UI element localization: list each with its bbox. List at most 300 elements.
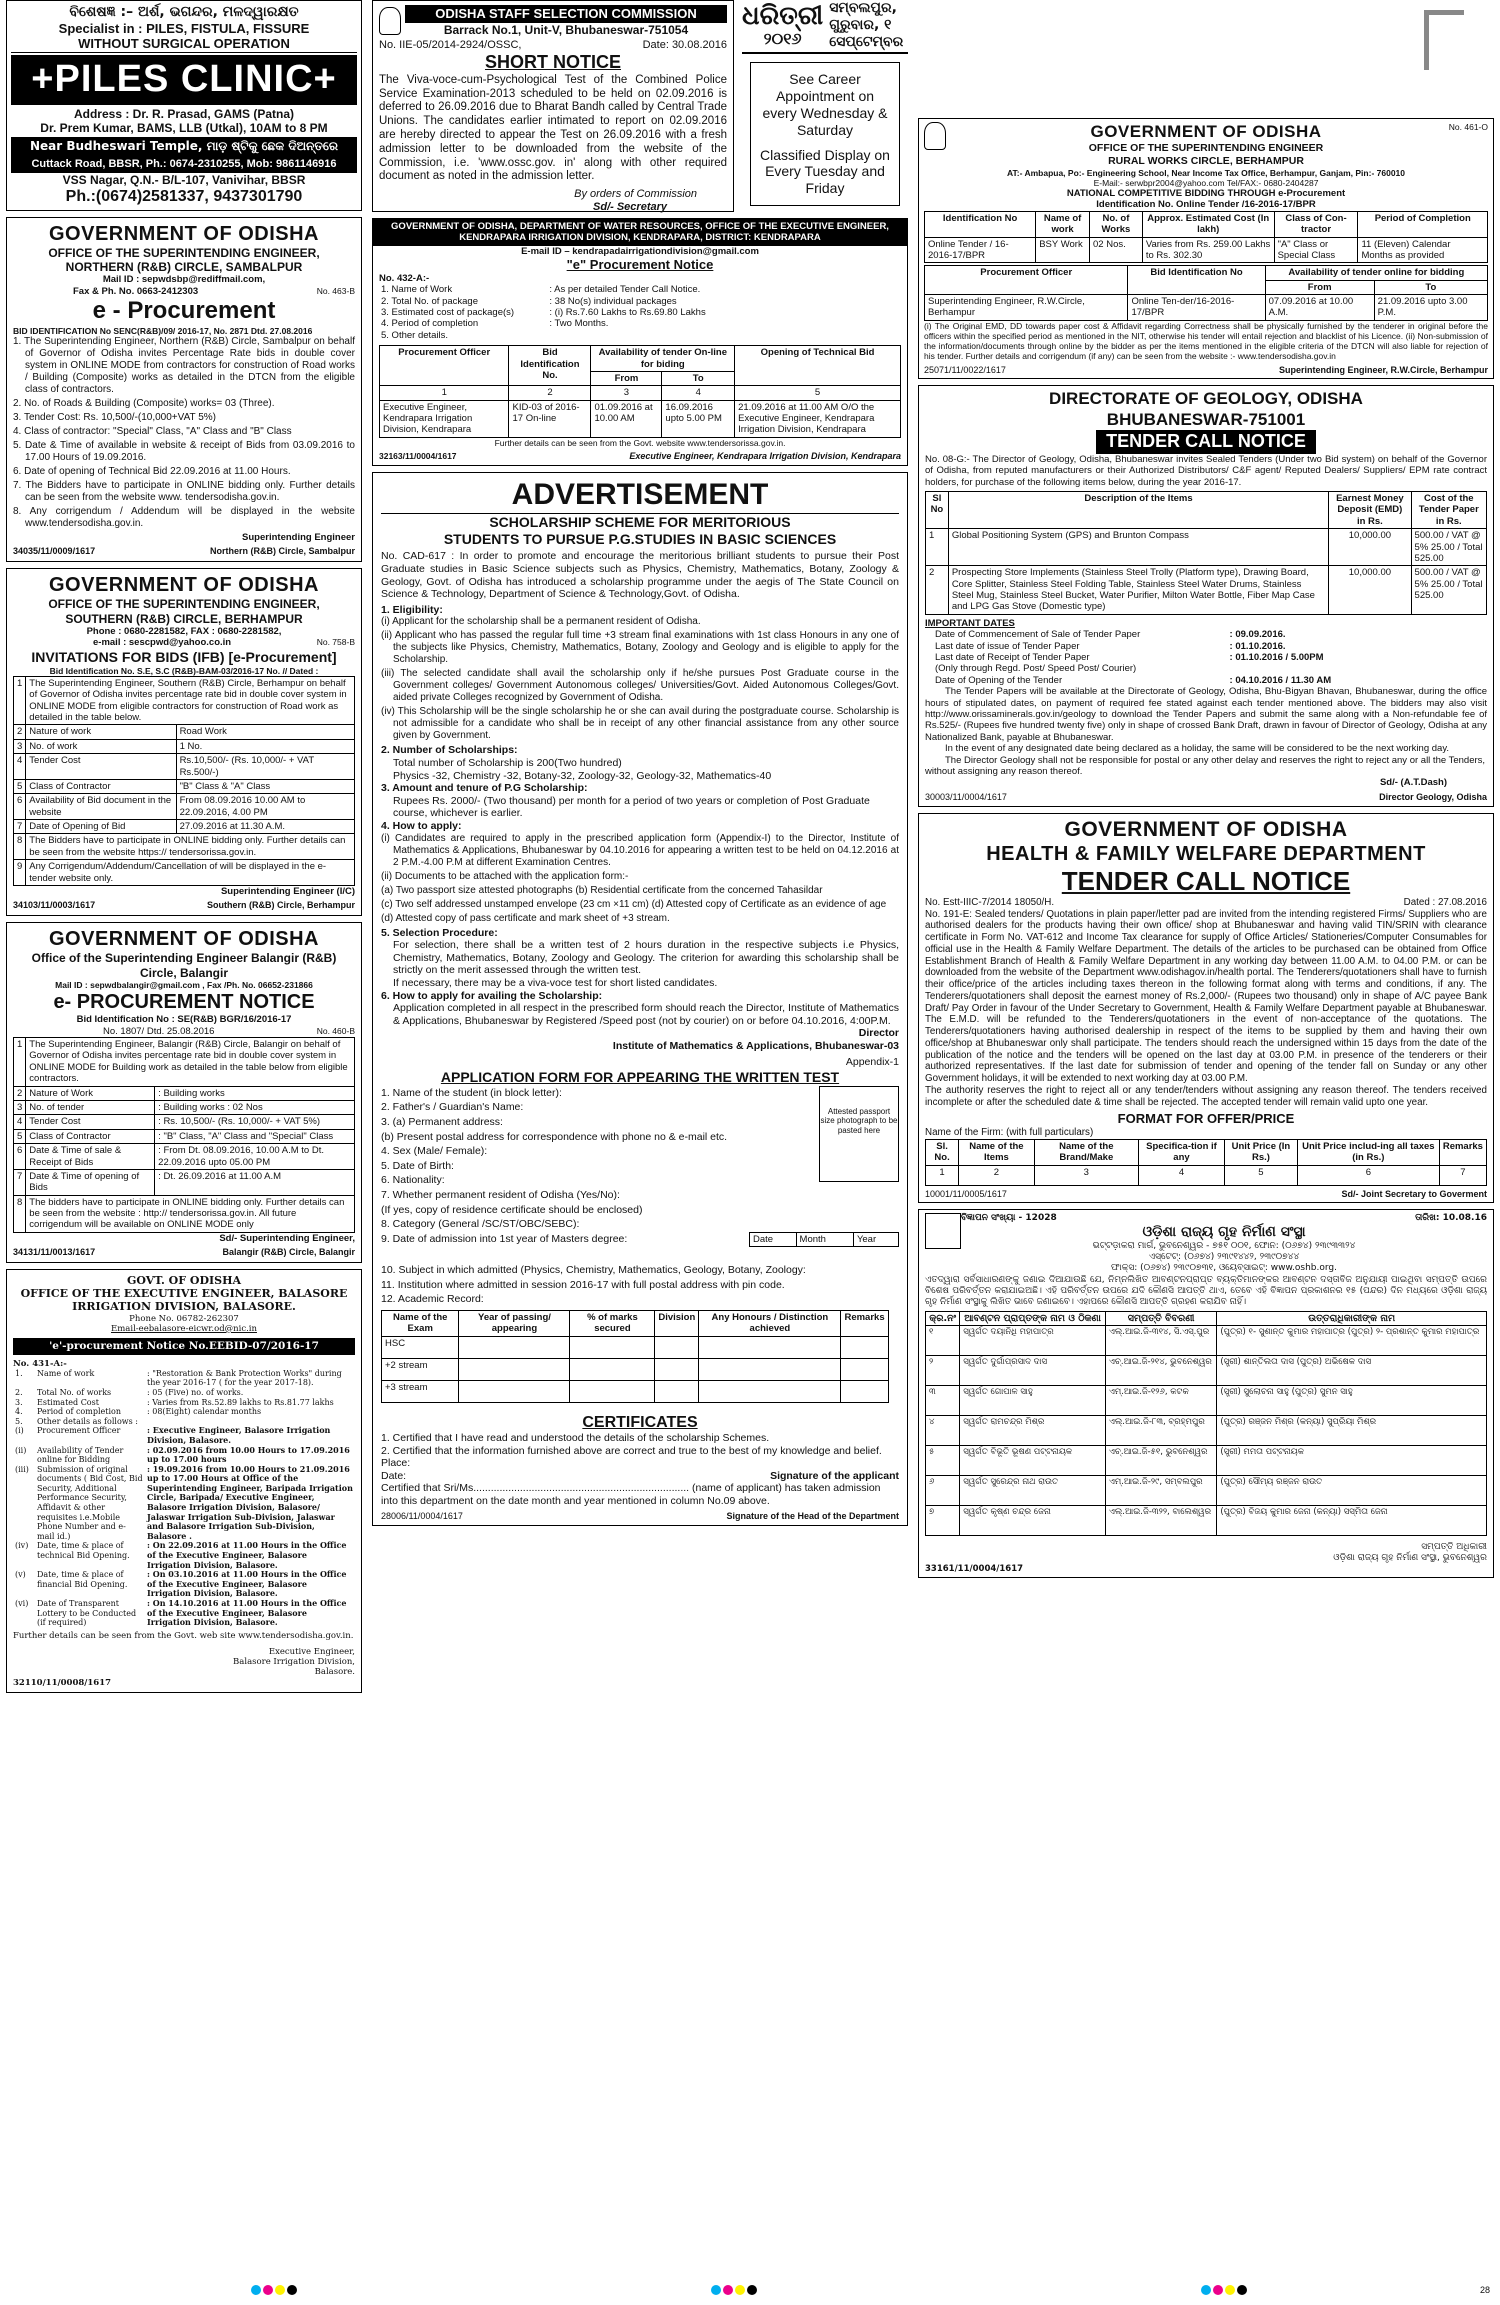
list-item: (a) Two passport size attested photographs (b) Residential certificate from the concerned Tahasildar (381, 884, 823, 896)
hs-org: ଓଡ଼ିଶା ରାଜ୍ୟ ଗୃହ ନିର୍ମାଣ ସଂସ୍ଥା (1142, 1224, 1306, 1241)
bal-no: No. 460-B (316, 1025, 355, 1036)
table-cell: Date & Time of sale & Receipt of Bids (26, 1144, 155, 1170)
table-row (926, 1446, 1487, 1476)
table-cell: 8 (14, 1195, 26, 1232)
table-cell: 2 (14, 1086, 26, 1100)
piles-address: Address : Dr. R. Prasad, GAMS (Patna) (73, 106, 295, 121)
table-cell: Last date of Receipt of Tender Paper (935, 652, 1090, 664)
academic-table (381, 1310, 889, 1403)
table-cell: 01.09.2016 at 10.00 AM (591, 400, 662, 437)
rw-table2 (924, 265, 1488, 321)
rw-office2: RURAL WORKS CIRCLE, BERHAMPUR (1108, 154, 1304, 167)
table-cell: 21.09.2016 at 11.00 AM O/O the Executive Engineer, Kendrapara Irrigation Division, Kendrapara (735, 400, 901, 437)
table-cell: Date of Opening of the Tender (935, 674, 1063, 686)
form-field: 6. Nationality: (381, 1174, 445, 1187)
table-cell[interactable] (570, 1380, 655, 1402)
table-header: Remarks (1439, 1139, 1486, 1165)
table-cell[interactable] (570, 1358, 655, 1380)
hl-no: No. Estt-IIIC-7/2014 18050/H. (925, 896, 1055, 908)
advert-intro: No. CAD-617 : In order to promote and encourage the meritorious brilliant students to pursue their Post Graduate studies in Basic Science subjects such as Physics, Chemistry, Mathematics, Botany, Zoology & Geology, Govt. of Odisha has introduced a scholarship programme under the aegis of The State Council on Science & Technology, Department of Science & Technology,Govt. of Odisha. (381, 550, 899, 601)
table-cell: The Superintending Engineer, Southern (R&B) Circle, Berhampur on behalf of Governor of Odisha invites percentage rate bid in double cover system in ONLINE MODE from eligible contractors for construction of Road work as detailed in the table below. (26, 676, 355, 725)
table-row (382, 1336, 889, 1358)
table-cell: ଏଚ୍.ଆଇ.ଜି-୨୧୪, ଭୁବନେଶ୍ୱର (1105, 1356, 1216, 1386)
list-item: 6. Date of opening of Technical Bid 22.09.2016 at 11.00 Hours. (13, 466, 291, 478)
table-row (13, 1446, 355, 1465)
table-cell: : "B" Class, "A" Class and "Special" Class (155, 1129, 355, 1143)
table-cell: Procurement Officer (37, 1426, 121, 1436)
table-row (926, 1386, 1487, 1416)
table-header: Description of the Items (948, 491, 1328, 528)
sig-head: Signature of the Head of the Department (726, 1510, 899, 1521)
table-row (14, 860, 355, 886)
list-item: 2. No. of Roads & Building (Composite) works= 03 (Three). (13, 398, 275, 410)
table-row (379, 284, 744, 295)
table-cell: : 01.10.2016 / 5.00PM (1229, 652, 1324, 664)
rw2-th-0: Procurement Officer (925, 266, 1128, 295)
table-cell: (ସ୍ତ୍ରୀ) ମମତା ପଟ୍ଟନାୟକ (1217, 1446, 1487, 1476)
table-cell[interactable] (570, 1336, 655, 1358)
table-cell: Class of Contractor (26, 1129, 155, 1143)
ken-th-0: Procurement Officer (380, 346, 509, 386)
bal-no-line: No. 1807/ Dtd. 25.08.2016 (103, 1025, 215, 1037)
list-item: 7. The Bidders have to participate in ONLINE bidding only. Further details can be seen from the website www. tendersodisha.gov.in. (13, 480, 355, 504)
table-cell[interactable] (655, 1336, 699, 1358)
table-header: Name of the Items (959, 1139, 1035, 1165)
blr-no: No. 431-A:- (13, 1358, 67, 1369)
table-cell: (ପୁତ୍ର) ସୌମ୍ୟ ରଞ୍ଜନ ରାଉତ (1217, 1476, 1487, 1506)
dmy-date[interactable]: Date (750, 1232, 797, 1246)
dmy-month[interactable]: Month (796, 1232, 853, 1246)
list-item: (ii) Documents to be attached with the application form:- (381, 870, 629, 882)
hl-ref: 10001/11/0005/1617 (925, 1188, 1007, 1199)
piles-clinic-title: +PILES CLINIC+ (11, 55, 357, 105)
table-row (926, 1416, 1487, 1446)
table-header: କ୍ର.ନଂ (926, 1311, 960, 1325)
piles-near: Near Budheswari Temple, ମାଡ଼ ଷ୍ଟିକୁ ଛେକ ଦିଅନ୍ତରେ (11, 137, 357, 155)
hl-sign: Sd/- Joint Secretary to Goverment (1341, 1188, 1487, 1199)
form-field: 8. Category (General /SC/ST/OBC/SEBC): (381, 1218, 580, 1231)
table-cell[interactable] (655, 1358, 699, 1380)
table-cell: 1 (380, 386, 509, 400)
table-row (14, 1129, 355, 1143)
sambalpur-mail: Mail ID : sepwdsbp@rediffmail.com, (102, 274, 266, 286)
table-cell: Rs.10,500/- (Rs. 10,000/- + VAT Rs.500/-) (176, 754, 354, 780)
geo-city: BHUBANESWAR-751001 (1106, 409, 1306, 429)
table-cell: Superintending Engineer, R.W.Circle, Berhampur (925, 295, 1128, 321)
advert-h5: 5. Selection Procedure: (381, 926, 498, 939)
geo-ref: 30003/11/0004/1617 (925, 791, 1007, 802)
paper-date-line: ସମ୍ବଲପୁର, ଗୁରୁବାର, ୧ ସେପ୍ଟେମ୍ବର (829, 0, 904, 50)
table-row (926, 1506, 1487, 1536)
table-cell: 4 (662, 386, 735, 400)
middle-column (372, 0, 908, 1532)
table-cell: 4 (14, 1115, 26, 1129)
table-header: Name of work (1036, 211, 1090, 237)
right-column (918, 0, 1494, 1584)
table-cell: ଏଚ୍.ଆଇ.ଜି-୫୧, ଭୁବନେଶ୍ୱର (1105, 1446, 1216, 1476)
table-cell: "B" Class & "A" Class (176, 779, 354, 793)
ossc-body: The Viva-voce-cum-Psychological Test of the Combined Police Service Examination-2013 scheduled to be held on 02.09.2016 is deferred to 26.09.2016 due to Bharat Bandh called by Central Trade Unions. The candidates earlier intimated to report on 02.09.2016 are hereby directed to appear the Test on 26.09.2016 with a fresh admission letter to be downloaded from the website of the Commission, i.e. 'www.ossc.gov. in' along with other required document as noted in the admission letter. (379, 73, 727, 183)
bs-bid-id: Bid Identification No. S.E, S.C (R&B)-BAM-03/2016-17 No. // Dated : (49, 665, 319, 676)
form-fields (381, 1086, 813, 1232)
advert-ref: 28006/11/0004/1617 (381, 1510, 463, 1521)
table-cell[interactable] (459, 1380, 570, 1402)
list-item: (i) Candidates are required to apply in the prescribed application form (Appendix-I) to the Director, Institute of Mathematics & Applications, Bhubaneswar by 04.10.2016 for appearing a written test to be held on 04.12.2016 at 2 P.M.-4.00 P.M at different Examination Centres. (381, 832, 899, 868)
table-cell: Tender Cost (26, 754, 176, 780)
table-row (926, 566, 1487, 615)
ossc-by: By orders of Commission (574, 188, 697, 201)
bs-sign: Superintending Engineer (I/C) (220, 886, 355, 898)
blr-title: 'e'-procurement Notice No.EEBID-07/2016-17 (13, 1338, 355, 1355)
table-cell: 2. (15, 1387, 23, 1397)
ken-title: "e" Procurement Notice (566, 257, 714, 273)
ken-no: No. 432-A:- (379, 272, 430, 284)
table-cell[interactable] (841, 1336, 888, 1358)
ken-th-2: Availability of tender On-line for biding (591, 346, 735, 372)
table-row (14, 1144, 355, 1170)
hl-firm: Name of the Firm: (with full particulars) (925, 1126, 1094, 1138)
table-cell: 1 No. (176, 739, 354, 753)
table-header: Division (655, 1310, 699, 1336)
hs-sign2: ଓଡ଼ିଶା ରାଜ୍ୟ ଗୃହ ନିର୍ମାଣ ସଂସ୍ଥା, ଭୁବନେଶ୍ୱର (1333, 1552, 1487, 1563)
bal-title: e- PROCUREMENT NOTICE (53, 991, 315, 1014)
table-cell[interactable] (459, 1336, 570, 1358)
career-box (750, 62, 900, 206)
blr-phone: Phone No. 06782-262307 (129, 1313, 239, 1324)
table-cell: (vi) (15, 1599, 29, 1608)
table-row (925, 629, 1375, 640)
form-field: 3. (a) Permanent address: (381, 1116, 503, 1129)
table-cell: : 01.10.2016. (1229, 640, 1286, 652)
table-cell: HSC (382, 1336, 459, 1358)
table-cell: 4 (14, 754, 26, 780)
paper-year: ୨୦୧୬ (763, 28, 802, 48)
hs-addr2: ଏସ୍‌ଟେଟ୍: (୦୬୭୪) ୨୩୯୧୪୪୨, ୨୩୯୦୭୪୪ (1148, 1251, 1300, 1262)
blr-office: OFFICE OF THE EXECUTIVE ENGINEER, BALASORE IRRIGATION DIVISION, BALASORE. (20, 1287, 348, 1314)
bal-mail: Mail ID : sepwdbalangir@gmail.com , Fax /Ph. No. 06652-231866 (55, 980, 313, 991)
advert-appendix: Appendix-1 (845, 1056, 899, 1069)
ossc-short-notice: SHORT NOTICE (484, 52, 621, 73)
table-cell: ୬ (926, 1476, 960, 1506)
career-line2: Classified Display on Every Tuesday and Friday (760, 146, 890, 197)
piles-specialist: Specialist in : PILES, FISTULA, FISSURE (58, 20, 310, 36)
blr-table (13, 1369, 355, 1628)
masthead (742, 0, 908, 54)
hs-no: ବିଜ୍ଞାପନ ସଂଖ୍ୟା - 12028 (961, 1213, 1057, 1224)
form-field: (b) Present postal address for correspondence with phone no & e-mail etc. (381, 1130, 728, 1143)
table-cell: 6 (1297, 1165, 1439, 1185)
table-cell: Any Corrigendum/Addendum/Cancellation of will be displayed in the e-tender website only. (26, 860, 355, 886)
piles-cuttack: Cuttack Road, BBSR, Ph.: 0674-2310255, Mob: 9861146916 (11, 156, 357, 173)
table-header: No. of Works (1090, 211, 1143, 237)
blr-ref: 32110/11/0008/1617 (13, 1677, 112, 1688)
bs-phone: Phone : 0680-2281582, FAX : 0680-2281582, (86, 626, 282, 638)
rw-notes: (i) The Original EMD, DD towards paper cost & Affidavit regarding Correctness shall be physically furnished by the tenderer in original before the officers within the specified period as mentioned in the NIT, otherwise his tender will entail rejection and blacklist of his Licence. (ii) Non-submission of the information/documents through online by the bidder as per the items mentioned in the eligible criteria of the DTCN will also liable for rejection of his tender. Further details and corrigendum (if any) can be seen from the website :- www.tendersodisha.gov.in (924, 320, 1488, 362)
table-cell (1228, 663, 1375, 674)
table-cell: 500.00 / VAT @ 5% 25.00 / Total 525.00 (1411, 529, 1486, 566)
bs-table (13, 676, 355, 886)
rw2-th-4: To (1374, 280, 1487, 294)
dmy-year[interactable]: Year (853, 1232, 898, 1246)
table-cell: 5 (14, 779, 26, 793)
table-cell: 3 (14, 1100, 26, 1114)
ossc-title: ODISHA STAFF SELECTION COMMISSION (405, 5, 727, 23)
hl-gov: GOVERNMENT OF ODISHA (1064, 817, 1348, 841)
table-header: Approx. Estimated Cost (In lakh) (1142, 211, 1274, 237)
table-cell: 3 (1034, 1165, 1138, 1185)
table-cell: : Building works (155, 1086, 355, 1100)
table-header: Class of Con-tractor (1274, 211, 1358, 237)
table-row (926, 1356, 1487, 1386)
sig-applicant: Signature of the applicant (770, 1469, 899, 1482)
table-cell: ଏଲ୍.ଆଇ.ଜି-୩୨୨, ବାଲେଶ୍ୱର (1105, 1506, 1216, 1536)
certified-text: Certified that Sri/Ms.......................................................................... (name of applicant) has taken admission into this department on the date month and year mentioned in column No.09 above. (381, 1482, 881, 1507)
advert-apply (381, 833, 899, 925)
geo-title: DIRECTORATE OF GEOLOGY, ODISHA (1049, 389, 1363, 409)
ken-table (379, 345, 901, 438)
table-cell: Online Ten-der/16-2016-17/BPR (1128, 295, 1265, 321)
form-field: 12. Academic Record: (381, 1293, 484, 1306)
table-cell: (ପୁତ୍ର) ରଞ୍ଜନ ମିଶ୍ର (କନ୍ୟା) ସୁପ୍ରିୟା ମିଶ୍ର (1217, 1416, 1487, 1446)
blr-gov: GOVT. OF ODISHA (126, 1274, 242, 1288)
table-row (13, 1388, 355, 1398)
table-cell: (ପୁତ୍ର) ବିଜୟ କୁମାର ଜେନା (କନ୍ୟା) ସସ୍ମିତା ଜେନା (1217, 1506, 1487, 1536)
cert-2: 2. Certified that the information furnished above are correct and true to the best of my knowledge and belief. (381, 1444, 882, 1457)
table-row (14, 834, 355, 860)
sambalpur-notice (6, 217, 362, 563)
table-cell: ସ୍ୱର୍ଗତ ସୁରେନ୍ଦ୍ର ନାଥ ରାଉତ (960, 1476, 1106, 1506)
table-cell: : As per detailed Tender Call Notice. (549, 284, 701, 296)
table-cell[interactable] (841, 1380, 888, 1402)
geo-body: No. 08-G:- The Director of Geology, Odisha, Bhubaneswar invites Sealed Tenders (Under two Bid system) on behalf of the Governor of Odisha, from reputed manufacturers or their Authorized Distributors/ C&F agent/ Reputed Dealers/ Suppliers/ EPM rate contract holders, for purchase of the following items below, during the year 2016-17. (925, 453, 1487, 488)
table-cell: : On 03.10.2016 at 11.00 Hours in the Office of the Executive Engineer, Balasore Irrigation Division, Balasore. (147, 1569, 347, 1599)
table-cell: 2 (926, 566, 949, 615)
table-cell: Date & Time of opening of Bids (26, 1169, 155, 1195)
geo-imp: IMPORTANT DATES (925, 617, 1015, 629)
bal-sign2: Balangir (R&B) Circle, Balangir (222, 1247, 355, 1258)
blr-sign2: Balasore Irrigation Division, (233, 1657, 355, 1668)
form-field: (If yes, copy of residence certificate should be enclosed) (381, 1203, 643, 1216)
hl-format: FORMAT FOR OFFER/PRICE (1117, 1111, 1295, 1127)
table-row (14, 1195, 355, 1232)
table-cell: 7 (14, 1169, 26, 1195)
hs-table (925, 1311, 1487, 1536)
advert-sel2: If necessary, there may be a viva-voce test for short listed candidates. (393, 976, 718, 989)
table-cell: Online Tender / 16-2016-17/BPR (925, 237, 1036, 263)
advert-amount: Rupees Rs. 2000/- (Two thousand) per month for a period of two years or completion of Post Graduate course, whichever is earlier. (393, 794, 870, 820)
bs-office: OFFICE OF THE SUPERINTENDING ENGINEER, SOUTHERN (R&B) CIRCLE, BERHAMPUR (48, 597, 320, 626)
form-field: 2. Father's / Guardian's Name: (381, 1101, 524, 1114)
table-cell[interactable] (459, 1358, 570, 1380)
emblem-icon (379, 7, 401, 35)
table-cell: (ସ୍ତ୍ରୀ) ଶାନ୍ତିଲତା ଦାସ (ପୁତ୍ର) ଅଭିଷେକ ଦାସ (1217, 1356, 1487, 1386)
table-header: Identification No (925, 211, 1036, 237)
cert-1: 1. Certified that I have read and understood the details of the scholarship Schemes. (381, 1431, 770, 1444)
table-cell: ସ୍ୱର୍ଗତ ଦୟାନିଧି ମହାପାତ୍ର (960, 1326, 1106, 1356)
table-header: Unit Price includ-ing all taxes (in Rs.) (1297, 1139, 1439, 1165)
ossc-no: No. IIE-05/2014-2924/OSSC, (379, 38, 522, 51)
table-row (925, 675, 1375, 686)
sambalpur-sign2: Northern (R&B) Circle, Sambalpur (209, 546, 355, 557)
rw-table (924, 211, 1488, 264)
hs-intro: ଏତଦ୍ୱାରା ସର୍ବସାଧାରଣଙ୍କୁ ଜଣାଇ ଦିଆଯାଉଛି ଯେ, ନିମ୍ନଲିଖିତ ଆବଣ୍ଟନପ୍ରାପ୍ତ ବ୍ୟକ୍ତିମାନଙ୍କର ଆବଣ୍ଟନ ଦସ୍ତାବିଜ ଅନୁଯାୟୀ ପାଇଥିବା ସମ୍ପତ୍ତି ଉପରେ ବିଶେଷ ପରିବର୍ତ୍ତନ କରାଯାଇଅଛି। ଏହି ପରିବର୍ତ୍ତନ ଉପରେ ଯଦି କୌଣସି ଆପତ୍ତି ଥାଏ, ତେବେ ଏହି ବିଜ୍ଞାପନ ପ୍ରକାଶନର ୧୫ (ପନ୍ଦର) ଦିନ ମଧ୍ୟରେ ଓଡ଼ିଶା ରାଜ୍ୟ ଗୃହ ନିର୍ମାଣ ସଂସ୍ଥାକୁ ଲିଖିତ ଭାବେ ଜଣାଇବେ। ଏହାପରେ କୌଣସି ଆପତ୍ତି ଗ୍ରହଣ କରାଯିବ ନାହିଁ। (925, 1275, 1487, 1307)
sambalpur-no: No. 463-B (316, 285, 355, 296)
table-cell: 6 (14, 794, 26, 820)
table-cell: 1 (14, 676, 26, 725)
table-cell: 1. Name of Work (381, 284, 453, 296)
table-cell: ସ୍ୱର୍ଗତ ଗୋପାଳ ସାହୁ (960, 1386, 1106, 1416)
table-row (14, 1169, 355, 1195)
table-cell: (v) (15, 1570, 26, 1580)
form-field: 11. Institution where admitted in session 2016-17 with full postal address with pin code. (381, 1278, 785, 1291)
table-cell: 4. Period of completion (381, 318, 479, 330)
table-cell: ୧ (926, 1326, 960, 1356)
sambalpur-ref: 34035/11/0009/1617 (13, 546, 96, 557)
table-row (926, 1326, 1487, 1356)
form-field: 1. Name of the student (in block letter): (381, 1086, 562, 1099)
table-cell: 5. Other details. (381, 329, 449, 341)
table-cell: (iii) (15, 1464, 29, 1474)
table-cell: 4. (15, 1407, 23, 1417)
table-cell: 7 (1439, 1165, 1486, 1185)
bal-bid-id: Bid Identification No : SE(R&B) BGR/16/2016-17 (76, 1014, 292, 1026)
table-cell: 3. (15, 1397, 23, 1407)
table-cell: 1. (15, 1368, 23, 1378)
list-item: 1. The Superintending Engineer, Northern (R&B) Circle, Sambalpur on behalf of Governor of Odisha invites Percentage Rate bids in double cover system in ONLINE MODE from contractors for construction of Road works / Building (Composite) works as detailed in the DTCN from the eligible class of contractors. (13, 336, 355, 396)
table-cell: Nature of work (26, 725, 176, 739)
list-item: (i) Applicant for the scholarship shall be a permanent resident of Odisha. (381, 616, 701, 628)
table-cell: ୭ (926, 1506, 960, 1536)
table-header: Sl. No. (926, 1139, 959, 1165)
table-cell: Executive Engineer, Kendrapara Irrigation Division, Kendrapara (380, 400, 509, 437)
table-row (379, 307, 744, 318)
table-cell: ୪ (926, 1416, 960, 1446)
housing-notice (918, 1209, 1494, 1578)
hs-addr3: ଫାକ୍ସ: (୦୬୭୪) ୨୩୯୦୭୩୧, ଓୟେବ୍‌ସାଇଟ୍: www.oshb.org. (1111, 1262, 1337, 1273)
table-cell: : On 22.09.2016 at 11.00 Hours in the Office of the Executive Engineer, Balasore Irrigation Division, Balasore. (147, 1540, 347, 1570)
hl-body2: The authority reserves the right to reject all or any tender/tenders without assigning any reason thereof. The tenders received incomplete or after the scheduled date & time shall be rejected. The accepted tender will remain valid upto one year. (925, 1084, 1487, 1108)
table-header: Remarks (841, 1310, 888, 1336)
table-cell: From 08.09.2016 10.00 AM to 22.09.2016, 4.00 PM (176, 794, 354, 820)
geo-sign2: Director Geology, Odisha (1379, 791, 1487, 802)
rw2-th-2: Availability of tender online for bidding (1265, 266, 1487, 280)
ossc-address: Barrack No.1, Unit-V, Bhubaneswar-751054 (443, 22, 689, 37)
table-cell: KID-03 of 2016-17 On-line (509, 400, 591, 437)
table-row (14, 725, 355, 739)
table-cell: Date, time & place of technical Bid Opening. (37, 1541, 130, 1561)
table-cell: : Rs. 10,500/- (Rs. 10,000/- + VAT 5%) (155, 1115, 355, 1129)
ken-th-5: Opening of Technical Bid (735, 346, 901, 386)
table-cell: Nature of Work (26, 1086, 155, 1100)
table-header: ସମ୍ପତ୍ତି ବିବରଣୀ (1105, 1311, 1216, 1325)
health-notice (918, 813, 1494, 1204)
table-cell: ଏମ୍.ଆଇ.ଜି-୧୨୬, କଟକ (1105, 1386, 1216, 1416)
table-row (13, 1426, 355, 1445)
table-cell: ଏଲ୍.ଆଇ.ଜି-୩୧୪, ସି.ଏସ୍.ପୁର (1105, 1326, 1216, 1356)
sambalpur-sign: Superintending Engineer (242, 532, 355, 544)
rural-works-notice (918, 118, 1494, 379)
table-cell: 2 (509, 386, 591, 400)
table-cell[interactable] (655, 1380, 699, 1402)
bal-ref: 34131/11/0013/1617 (13, 1247, 96, 1258)
table-cell: Road Work (176, 725, 354, 739)
table-cell (547, 330, 744, 341)
table-cell: ୩ (926, 1386, 960, 1416)
advert-h4: 4. How to apply: (381, 819, 462, 832)
rw2-th-1: Bid Identification No (1128, 266, 1265, 295)
table-row (14, 754, 355, 780)
advert-h3: 3. Amount and tenure of P.G Scholarship: (381, 782, 588, 795)
ken-email: E-mail ID – kendrapadairrigationdivision@gmail.com (521, 245, 759, 257)
table-cell: 1 (14, 1037, 26, 1086)
table-cell: Last date of issue of Tender Paper (935, 640, 1080, 652)
table-cell: ଏମ୍.ଆଇ.ଜି-୨୯, ସମ୍ବଲପୁର (1105, 1476, 1216, 1506)
table-cell: : (i) Rs.7.60 Lakhs to Rs.69.80 Lakhs (549, 306, 706, 318)
table-cell[interactable] (699, 1336, 841, 1358)
advert-sel1: For selection, there shall be a written test of 2 hours duration in the respective subjects i.e Physics, Chemistry, Mathematics, Botany, Zoology and Geology. The criterion for awarding this scholarship shall be strictly on the merit assessed through the written test. (393, 939, 899, 977)
table-cell: No. of tender (26, 1100, 155, 1114)
table-row (925, 663, 1375, 674)
table-cell[interactable] (699, 1358, 841, 1380)
table-cell: 500.00 / VAT @ 5% 25.00 / Total 525.00 (1411, 566, 1486, 615)
table-row (13, 1570, 355, 1599)
table-cell: (ii) (15, 1445, 27, 1455)
table-cell: 07.09.2016 at 10.00 A.M. (1265, 295, 1374, 321)
list-item: (d) Attested copy of pass certificate and mark sheet of +3 stream. (381, 912, 670, 924)
table-cell: Other details as follows : (37, 1416, 138, 1426)
bal-table (13, 1037, 355, 1233)
bs-sign2: Southern (R&B) Circle, Berhampur (206, 900, 355, 911)
table-row (379, 318, 744, 329)
bal-sign: Sd/- Superintending Engineer, (219, 1232, 355, 1244)
rw-ref: 25071/11/0022/1617 (924, 364, 1006, 375)
table-cell: 6 (14, 1144, 26, 1170)
table-cell: The bidders have to participate in ONLINE bidding only. Further details can be seen from the website : http:// tendersorissa.gov.in. All future corrigendum will be available on ONLINE MODE only (26, 1195, 355, 1232)
list-item: 8. Any corrigendum / Addendum will be displayed in the website www.tendersodisha.gov.in. (13, 506, 355, 530)
table-cell[interactable] (841, 1358, 888, 1380)
table-row (14, 1100, 355, 1114)
table-header: ଉତ୍ତରାଧିକାରୀଙ୍କ ନାମ (1217, 1311, 1487, 1325)
emblem-icon (924, 122, 946, 150)
table-cell: 5 (1225, 1165, 1298, 1185)
table-cell[interactable] (699, 1380, 841, 1402)
table-cell: ଏଲ୍.ଆଇ.ଜି-୮୩, ବ୍ରହ୍ମପୁର (1105, 1416, 1216, 1446)
piles-phone: Ph.:(0674)2581337, 9437301790 (65, 188, 303, 206)
print-footer (0, 2285, 1500, 2301)
table-cell: : On 14.10.2016 at 11.00 Hours in the Office of the Executive Engineer, Balasore Irrigation Division, Balasore. (147, 1598, 347, 1628)
table-cell: Estimated Cost (37, 1397, 99, 1407)
list-item: (c) Two self addressed unstamped envelope (23 cm ×11 cm) (d) Attested copy of Certificate as an evidence of age (381, 898, 887, 910)
table-row (13, 1369, 355, 1388)
table-cell: Prospecting Store Implements (Stainless Steel Trolly (Platform type), Drawing Board, Core Splitter, Stainless Steel Folding Table, Stainless Steel Water Drums, Stainless Steel Mug, Stainless Steel Bucket, Water Purifier, Milton Water Bottle, Fiber Map Case and LPG Gas Stove (Domestic type) (948, 566, 1328, 615)
hl-body: No. 191-E: Sealed tenders/ Quotations in plain paper/letter pad are invited from the intending registered Firms/ Suppliers who are authorised dealers for the products having their own office/ shop at Bhubaneswar and having valid TIN/SRIN with clearance certificate in Form No. VAT-612 and Income Tax clearance for supply of Office Articles/ Stationeries/Computer Consumables for official use in the Health & Family Welfare Department. The details of the articles to be purchased can be obtained from Office Establishment Branch of Health & Family Welfare Department in any working day between 11.00 A.M. to 04.00 P.M. or can be downloaded from the website of the Department www.odishagov.in/health portal. The Tenderers/quotationers shall have to furnish their office/price of the articles including taxes thereon in the following format along with terms and conditions, if any. The Tenderers/quotationers shall deposit the earnest money of Rs.2,000/- (Rupees two thousand) only in shape of A/C payee Bank Draft/ Pay Order in favour of the Under Secretary to Government, Health & Family Welfare Department payable at Bhubaneswar. The E.M.D. will be refunded to the Tenderers/quotationers in the event of non-acceptance of the quotations. The Tenderers/quotationers having authorised dealership in respect of the items to be supplied by them and having their own office/shop at Bhubaneswar only shall participate. The tenders should reach the undersigned within 15 days from the date of the publication of the notice and the tenders will be opened on the last day at 03.00 P.M. in presence of the tenderers or their authorized representatives. If the last date for submission of tender and opening of the tender fall on Sunday or any other Government holidays, it will be extended to next working day at 03.00 P.M. (925, 908, 1487, 1085)
geo-sign: Sd/- (A.T.Dash) (1379, 777, 1447, 789)
table-cell: 9 (14, 860, 26, 886)
bs-gov: GOVERNMENT OF ODISHA (48, 574, 319, 597)
ken-header: GOVERNMENT OF ODISHA, DEPARTMENT OF WATER RESOURCES, OFFICE OF THE EXECUTIVE ENGINEER, KENDRAPARA IRRIGATION DIVISION, KENDRAPARA, DISTRICT: KENDRAPARA (373, 219, 907, 246)
form-field: 4. Sex (Male/ Female): (381, 1145, 488, 1158)
hl-date: Dated : 27.08.2016 (1403, 896, 1487, 908)
table-row (13, 1407, 355, 1417)
table-header: Specifica-tion if any (1138, 1139, 1224, 1165)
table-cell: "A" Class or Special Class (1274, 237, 1358, 263)
bs-title: INVITATIONS FOR BIDS (IFB) [e-Procurement] (31, 648, 337, 665)
table-cell: Class of Contractor (26, 779, 176, 793)
photo-box: Attested passport size photograph to be pasted here (819, 1086, 899, 1182)
table-row (926, 529, 1487, 566)
table-cell: +3 stream (382, 1380, 459, 1402)
table-cell: The Superintending Engineer, Balangir (R&B) Circle, Balangir on behalf of Governor of Odisha invites percentage rate bid in double cover system in ONLINE MODE for Building work as detailed in the table below from eligible contractors. (26, 1037, 355, 1086)
